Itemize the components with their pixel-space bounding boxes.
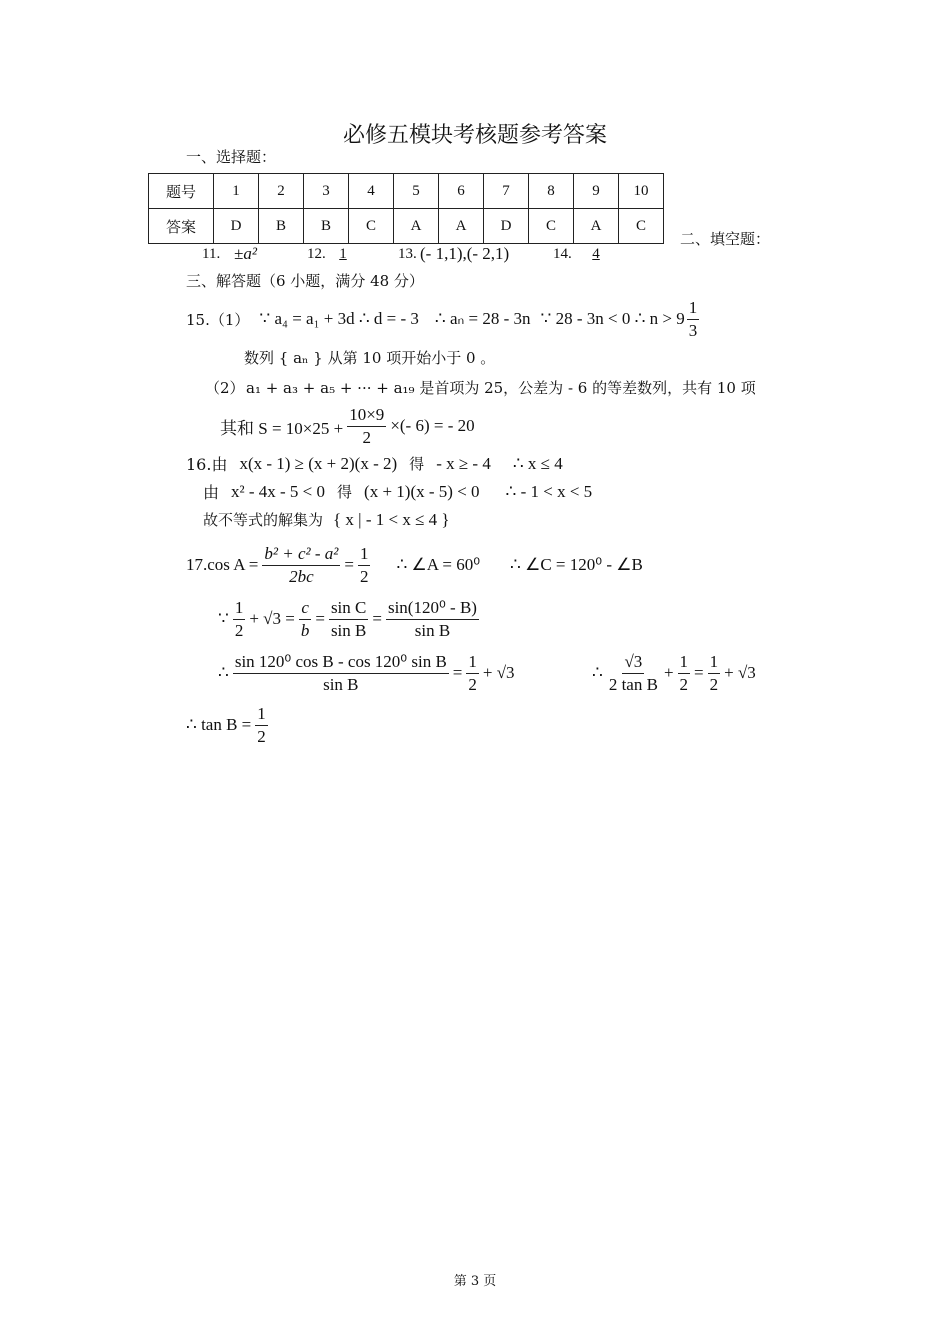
- q17-eq: =: [344, 555, 354, 574]
- q17-eq-2: =: [315, 609, 325, 628]
- table-answer-label: 答案: [149, 209, 214, 244]
- q16-conclusion1: ∴ x ≤ 4: [512, 453, 563, 473]
- q15-sum-line: [220, 402, 475, 450]
- q14-number: 14.: [553, 246, 572, 262]
- table-cell: 1: [214, 174, 259, 209]
- q16-result: - x ≥ - 4: [436, 453, 491, 473]
- table-header-label: 题号: [149, 174, 214, 209]
- fraction-denominator: 2: [257, 726, 266, 746]
- q17-half-2: [233, 597, 246, 642]
- q17-expansion-fraction: [233, 651, 449, 696]
- q17-line3-right: [592, 648, 756, 698]
- page-footer: 第 3 页: [453, 1274, 497, 1289]
- q17-angle-c: ∴ ∠C = 120⁰ - ∠B: [510, 555, 643, 574]
- q14-answer: 4: [592, 246, 600, 262]
- q17-line1: [186, 540, 643, 590]
- fraction-denominator: sin B: [323, 674, 359, 694]
- q17-half-6: [255, 703, 268, 748]
- table-row: [149, 209, 664, 244]
- q15-sum-b: ×(- 6) = - 20: [390, 416, 475, 435]
- q15-sum-a: 其和 S = 10×25 +: [220, 418, 344, 438]
- q17-angle-a: ∴ ∠A = 60⁰: [396, 555, 481, 574]
- fraction-denominator: 3: [688, 320, 698, 340]
- page-title: 必修五模块考核题参考答案: [342, 123, 607, 148]
- fraction-denominator: sin B: [330, 620, 367, 640]
- q16-quad: x² - 4x - 5 < 0: [231, 481, 326, 501]
- table-cell: C: [619, 209, 664, 244]
- table-cell: 10: [619, 174, 664, 209]
- fraction-denominator: 2: [679, 674, 689, 694]
- fraction-numerator: 1: [358, 543, 371, 566]
- q16-line2: [203, 480, 592, 503]
- q15-step-b: ∴ aₙ = 28 - 3n: [434, 309, 531, 328]
- fraction-numerator: 1: [233, 597, 246, 620]
- section-fill-heading: 二、填空题：: [680, 230, 771, 248]
- q15-line1: [186, 296, 701, 342]
- table-cell: 2: [259, 174, 304, 209]
- fraction-denominator: 2 tan B: [608, 674, 658, 694]
- q17-plus-sqrt3-3: + √3: [724, 663, 756, 682]
- q15-fraction: [687, 297, 700, 342]
- q17-sin120-fraction: [386, 597, 479, 642]
- q17-half: [358, 543, 371, 588]
- fraction-numerator: sin 120⁰ cos B - cos 120⁰ sin B: [233, 651, 449, 674]
- q17-eq-3: =: [372, 609, 382, 628]
- table-cell: 6: [439, 174, 484, 209]
- table-cell: D: [484, 209, 529, 244]
- q17-half-3: [466, 651, 479, 696]
- q17-cos-a: 17.cos A =: [186, 555, 259, 574]
- q12-number: 12.: [307, 246, 326, 262]
- q13-number: 13.: [398, 246, 417, 262]
- q17-because: ∵: [218, 609, 229, 628]
- q16-line1: [186, 452, 563, 475]
- q17-plus-sqrt3-2: + √3: [482, 663, 515, 682]
- q17-sqrt3-over-2tanb: [607, 651, 660, 696]
- fraction-numerator: 1: [687, 297, 700, 320]
- q17-c-over-b: [299, 597, 312, 642]
- q16-de: 得: [409, 455, 425, 473]
- table-cell: C: [529, 209, 574, 244]
- table-cell: 5: [394, 174, 439, 209]
- q15-sum-fraction: [347, 404, 386, 449]
- table-cell: D: [214, 209, 259, 244]
- q17-sinc-over-sinb: [329, 597, 368, 642]
- q17-line3: [218, 648, 515, 698]
- q15-step-c: ∵ 28 - 3n < 0 ∴ n > 9: [540, 309, 685, 328]
- fraction-numerator: sin(120⁰ - B): [386, 597, 479, 620]
- fraction-denominator: 2: [234, 620, 244, 640]
- fraction-numerator: 10×9: [347, 404, 386, 427]
- table-cell: B: [259, 209, 304, 244]
- table-cell: 8: [529, 174, 574, 209]
- section-choice-heading: 一、选择题：: [186, 148, 277, 166]
- q17-eq-5: =: [694, 663, 704, 682]
- fraction-numerator: c: [299, 597, 311, 620]
- q16-solution-set: { x | - 1 < x ≤ 4 }: [333, 509, 450, 529]
- q17-eq-4: =: [452, 663, 463, 682]
- fraction-denominator: 2: [359, 566, 369, 586]
- fraction-numerator: √3: [622, 651, 644, 674]
- table-cell: A: [394, 209, 439, 244]
- table-row: [149, 174, 664, 209]
- fraction-denominator: 2: [468, 674, 477, 694]
- q17-line4: [186, 700, 270, 750]
- table-cell: B: [304, 209, 349, 244]
- fraction-denominator: 2: [362, 427, 372, 447]
- q16-line3: [203, 509, 450, 530]
- q15-label: 15.（1）: [186, 310, 250, 329]
- q17-line2: [218, 594, 481, 644]
- q17-therefore-2: ∴: [592, 663, 603, 682]
- q16-ineq: x(x - 1) ≥ (x + 2)(x - 2): [239, 453, 398, 473]
- q17-half-4: [678, 651, 691, 696]
- table-cell: 3: [304, 174, 349, 209]
- fraction-numerator: sin C: [329, 597, 368, 620]
- q16-conclusion2: ∴ - 1 < x < 5: [505, 481, 593, 501]
- q13-answer: (- 1,1),(- 2,1): [420, 244, 510, 263]
- fraction-denominator: sin B: [414, 620, 451, 640]
- q16-label: 16.由: [186, 455, 228, 474]
- fraction-denominator: 2: [709, 674, 719, 694]
- table-cell: A: [439, 209, 484, 244]
- q17-plus-sqrt3: + √3 =: [249, 609, 295, 628]
- fraction-denominator: b: [300, 620, 310, 640]
- q15-part2-label: （2）: [205, 379, 245, 397]
- q15-step-a: ∵ a₄ = a₁ + 3d ∴ d = - 3: [259, 309, 419, 328]
- table-cell: C: [349, 209, 394, 244]
- table-cell: 4: [349, 174, 394, 209]
- fraction-numerator: 1: [708, 651, 721, 674]
- fraction-numerator: 1: [255, 703, 268, 726]
- fraction-numerator: 1: [678, 651, 691, 674]
- q15-conclusion: 数列 { aₙ } 从第 10 项开始小于 0 。: [244, 349, 496, 367]
- q17-therefore: ∴: [218, 663, 229, 682]
- q16-de2: 得: [337, 483, 353, 501]
- q17-plus: +: [663, 663, 674, 682]
- q11-answer: ±a²: [234, 244, 257, 263]
- q16-you: 由: [203, 483, 220, 502]
- table-cell: 7: [484, 174, 529, 209]
- q17-cosine-fraction: [262, 543, 340, 588]
- section-solve-heading: 三、解答题（6 小题，满分 48 分）: [186, 272, 424, 290]
- q16-factored: (x + 1)(x - 5) < 0: [364, 481, 480, 501]
- fraction-numerator: 1: [466, 651, 479, 674]
- answer-table: [148, 173, 664, 244]
- q15-part2-text: a₁ + a₃ + a₅ + ··· + a₁₉ 是首项为 25，公差为 - 6 的等差数列，共有 10 项: [246, 379, 756, 397]
- fraction-denominator: 2bc: [289, 566, 314, 586]
- q17-tanb: ∴ tan B =: [186, 715, 252, 734]
- q12-answer: 1: [339, 246, 347, 262]
- fraction-numerator: b² + c² - a²: [262, 543, 340, 566]
- q17-half-5: [708, 651, 721, 696]
- q16-solution-label: 故不等式的解集为: [203, 511, 324, 529]
- table-cell: 9: [574, 174, 619, 209]
- table-cell: A: [574, 209, 619, 244]
- q11-number: 11.: [202, 246, 221, 262]
